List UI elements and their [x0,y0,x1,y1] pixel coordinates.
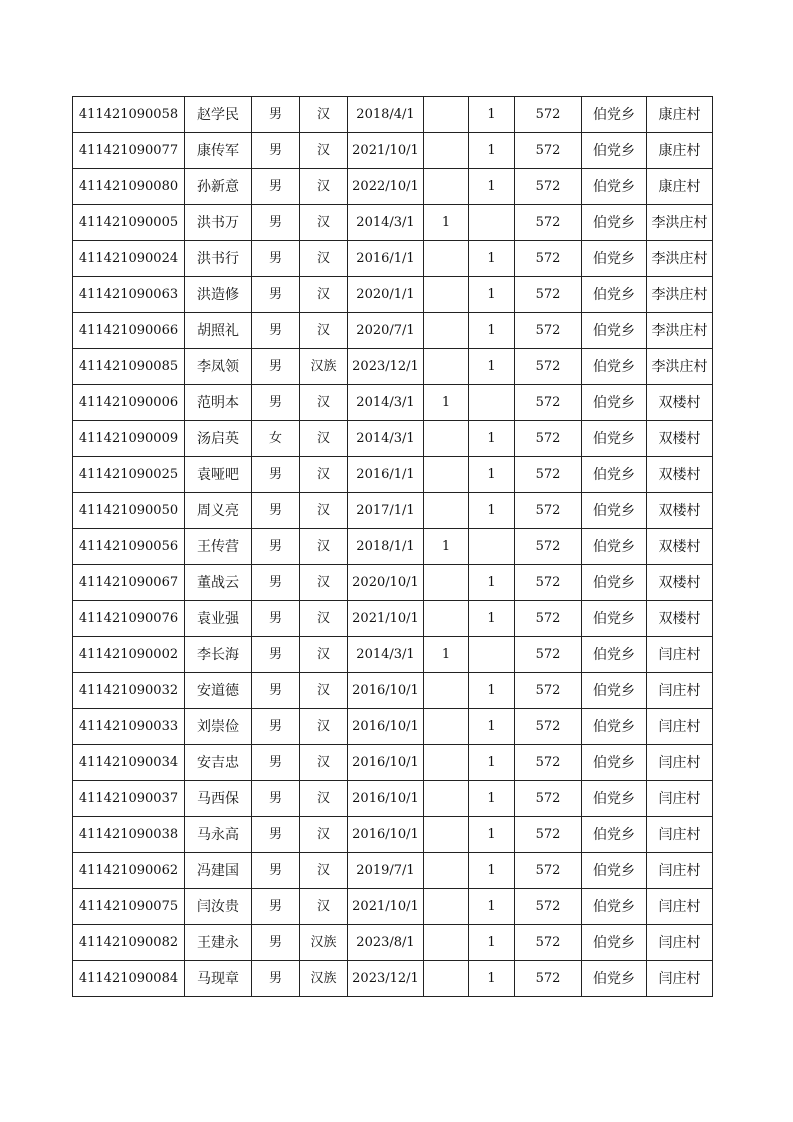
ethnicity-cell: 汉 [300,493,348,529]
ethnicity-cell: 汉 [300,673,348,709]
count-a-cell: 1 [424,385,469,421]
amount-cell: 572 [515,241,582,277]
ethnicity-cell: 汉 [300,97,348,133]
gender-cell: 男 [252,961,300,997]
town-cell: 伯党乡 [582,277,647,313]
id-cell: 411421090002 [73,637,185,673]
amount-cell: 572 [515,673,582,709]
name-cell: 马西保 [185,781,252,817]
amount-cell: 572 [515,745,582,781]
id-cell: 411421090085 [73,349,185,385]
gender-cell: 男 [252,241,300,277]
ethnicity-cell: 汉族 [300,349,348,385]
town-cell: 伯党乡 [582,457,647,493]
gender-cell: 男 [252,97,300,133]
id-cell: 411421090076 [73,601,185,637]
id-cell: 411421090009 [73,421,185,457]
gender-cell: 男 [252,925,300,961]
village-cell: 双楼村 [647,529,713,565]
id-cell: 411421090066 [73,313,185,349]
count-b-cell: 1 [469,97,515,133]
village-cell: 双楼村 [647,565,713,601]
village-cell: 双楼村 [647,385,713,421]
gender-cell: 男 [252,205,300,241]
date-cell: 2021/10/1 [348,133,424,169]
id-cell: 411421090075 [73,889,185,925]
id-cell: 411421090006 [73,385,185,421]
date-cell: 2016/1/1 [348,457,424,493]
ethnicity-cell: 汉 [300,565,348,601]
table-row [73,421,713,457]
date-cell: 2020/1/1 [348,277,424,313]
name-cell: 汤启英 [185,421,252,457]
name-cell: 孙新意 [185,169,252,205]
id-cell: 411421090056 [73,529,185,565]
date-cell: 2014/3/1 [348,637,424,673]
date-cell: 2016/10/1 [348,781,424,817]
count-a-cell [424,817,469,853]
gender-cell: 男 [252,385,300,421]
ethnicity-cell: 汉 [300,853,348,889]
name-cell: 安吉忠 [185,745,252,781]
count-a-cell: 1 [424,205,469,241]
count-b-cell: 1 [469,709,515,745]
table-row [73,709,713,745]
table-row [73,133,713,169]
count-b-cell: 1 [469,745,515,781]
count-b-cell [469,385,515,421]
name-cell: 王传营 [185,529,252,565]
gender-cell: 男 [252,529,300,565]
count-a-cell [424,313,469,349]
amount-cell: 572 [515,277,582,313]
id-cell: 411421090033 [73,709,185,745]
count-a-cell [424,493,469,529]
town-cell: 伯党乡 [582,133,647,169]
amount-cell: 572 [515,853,582,889]
id-cell: 411421090058 [73,97,185,133]
name-cell: 董战云 [185,565,252,601]
village-cell: 闫庄村 [647,781,713,817]
town-cell: 伯党乡 [582,781,647,817]
name-cell: 胡照礼 [185,313,252,349]
date-cell: 2014/3/1 [348,421,424,457]
count-a-cell [424,745,469,781]
id-cell: 411421090034 [73,745,185,781]
ethnicity-cell: 汉 [300,133,348,169]
id-cell: 411421090062 [73,853,185,889]
count-a-cell: 1 [424,529,469,565]
count-b-cell: 1 [469,565,515,601]
village-cell: 闫庄村 [647,637,713,673]
amount-cell: 572 [515,601,582,637]
ethnicity-cell: 汉 [300,169,348,205]
name-cell: 冯建国 [185,853,252,889]
count-a-cell [424,889,469,925]
ethnicity-cell: 汉 [300,889,348,925]
village-cell: 闫庄村 [647,925,713,961]
id-cell: 411421090050 [73,493,185,529]
amount-cell: 572 [515,313,582,349]
name-cell: 袁业强 [185,601,252,637]
ethnicity-cell: 汉 [300,781,348,817]
name-cell: 洪书行 [185,241,252,277]
town-cell: 伯党乡 [582,241,647,277]
gender-cell: 男 [252,817,300,853]
name-cell: 袁哑吧 [185,457,252,493]
amount-cell: 572 [515,205,582,241]
id-cell: 411421090032 [73,673,185,709]
table-row [73,817,713,853]
town-cell: 伯党乡 [582,349,647,385]
table-row [73,925,713,961]
count-a-cell [424,673,469,709]
count-b-cell: 1 [469,925,515,961]
id-cell: 411421090025 [73,457,185,493]
gender-cell: 女 [252,421,300,457]
gender-cell: 男 [252,709,300,745]
village-cell: 康庄村 [647,133,713,169]
gender-cell: 男 [252,853,300,889]
town-cell: 伯党乡 [582,709,647,745]
village-cell: 李洪庄村 [647,205,713,241]
roster-table [72,96,713,997]
table-row [73,241,713,277]
date-cell: 2018/1/1 [348,529,424,565]
village-cell: 闫庄村 [647,745,713,781]
name-cell: 马永高 [185,817,252,853]
date-cell: 2022/10/1 [348,169,424,205]
ethnicity-cell: 汉 [300,421,348,457]
village-cell: 双楼村 [647,493,713,529]
id-cell: 411421090080 [73,169,185,205]
village-cell: 双楼村 [647,421,713,457]
gender-cell: 男 [252,781,300,817]
date-cell: 2016/10/1 [348,817,424,853]
ethnicity-cell: 汉 [300,601,348,637]
amount-cell: 572 [515,709,582,745]
village-cell: 闫庄村 [647,889,713,925]
gender-cell: 男 [252,313,300,349]
count-a-cell [424,781,469,817]
count-a-cell [424,169,469,205]
town-cell: 伯党乡 [582,889,647,925]
ethnicity-cell: 汉族 [300,925,348,961]
table-row [73,493,713,529]
date-cell: 2023/12/1 [348,349,424,385]
village-cell: 康庄村 [647,169,713,205]
table-row [73,385,713,421]
town-cell: 伯党乡 [582,673,647,709]
town-cell: 伯党乡 [582,925,647,961]
count-a-cell [424,709,469,745]
village-cell: 李洪庄村 [647,349,713,385]
amount-cell: 572 [515,493,582,529]
village-cell: 闫庄村 [647,709,713,745]
gender-cell: 男 [252,457,300,493]
count-b-cell: 1 [469,169,515,205]
village-cell: 李洪庄村 [647,277,713,313]
town-cell: 伯党乡 [582,745,647,781]
name-cell: 康传军 [185,133,252,169]
ethnicity-cell: 汉 [300,529,348,565]
count-b-cell: 1 [469,493,515,529]
date-cell: 2021/10/1 [348,889,424,925]
name-cell: 王建永 [185,925,252,961]
name-cell: 马现章 [185,961,252,997]
gender-cell: 男 [252,601,300,637]
name-cell: 赵学民 [185,97,252,133]
gender-cell: 男 [252,889,300,925]
count-a-cell [424,421,469,457]
town-cell: 伯党乡 [582,961,647,997]
date-cell: 2023/12/1 [348,961,424,997]
village-cell: 闫庄村 [647,853,713,889]
name-cell: 范明本 [185,385,252,421]
id-cell: 411421090005 [73,205,185,241]
count-b-cell: 1 [469,817,515,853]
id-cell: 411421090077 [73,133,185,169]
amount-cell: 572 [515,889,582,925]
gender-cell: 男 [252,133,300,169]
table-row [73,205,713,241]
count-b-cell: 1 [469,241,515,277]
village-cell: 康庄村 [647,97,713,133]
town-cell: 伯党乡 [582,313,647,349]
count-b-cell: 1 [469,457,515,493]
town-cell: 伯党乡 [582,637,647,673]
count-b-cell: 1 [469,961,515,997]
gender-cell: 男 [252,277,300,313]
town-cell: 伯党乡 [582,169,647,205]
amount-cell: 572 [515,925,582,961]
name-cell: 闫汝贵 [185,889,252,925]
table-row [73,961,713,997]
count-b-cell: 1 [469,853,515,889]
count-a-cell [424,601,469,637]
village-cell: 双楼村 [647,601,713,637]
count-b-cell: 1 [469,781,515,817]
ethnicity-cell: 汉 [300,457,348,493]
table-row [73,565,713,601]
id-cell: 411421090024 [73,241,185,277]
table-row [73,889,713,925]
amount-cell: 572 [515,817,582,853]
count-b-cell: 1 [469,133,515,169]
town-cell: 伯党乡 [582,97,647,133]
table-row [73,673,713,709]
amount-cell: 572 [515,529,582,565]
amount-cell: 572 [515,97,582,133]
count-b-cell: 1 [469,277,515,313]
count-a-cell [424,349,469,385]
gender-cell: 男 [252,493,300,529]
gender-cell: 男 [252,673,300,709]
amount-cell: 572 [515,781,582,817]
roster-body [73,97,713,997]
village-cell: 闫庄村 [647,817,713,853]
date-cell: 2017/1/1 [348,493,424,529]
village-cell: 李洪庄村 [647,241,713,277]
name-cell: 刘崇俭 [185,709,252,745]
amount-cell: 572 [515,385,582,421]
date-cell: 2014/3/1 [348,385,424,421]
amount-cell: 572 [515,421,582,457]
count-b-cell [469,205,515,241]
id-cell: 411421090063 [73,277,185,313]
amount-cell: 572 [515,637,582,673]
table-row [73,277,713,313]
id-cell: 411421090067 [73,565,185,601]
count-b-cell [469,529,515,565]
table-row [73,745,713,781]
count-a-cell [424,457,469,493]
name-cell: 李凤领 [185,349,252,385]
gender-cell: 男 [252,565,300,601]
count-b-cell: 1 [469,421,515,457]
town-cell: 伯党乡 [582,853,647,889]
count-b-cell: 1 [469,313,515,349]
table-row [73,169,713,205]
table-row [73,781,713,817]
id-cell: 411421090082 [73,925,185,961]
date-cell: 2021/10/1 [348,601,424,637]
table-row [73,457,713,493]
ethnicity-cell: 汉 [300,205,348,241]
ethnicity-cell: 汉 [300,637,348,673]
amount-cell: 572 [515,169,582,205]
count-a-cell [424,961,469,997]
ethnicity-cell: 汉 [300,313,348,349]
table-row [73,97,713,133]
name-cell: 洪造修 [185,277,252,313]
table-row [73,349,713,385]
date-cell: 2016/10/1 [348,709,424,745]
count-a-cell [424,925,469,961]
ethnicity-cell: 汉 [300,709,348,745]
gender-cell: 男 [252,637,300,673]
table-row [73,529,713,565]
date-cell: 2023/8/1 [348,925,424,961]
id-cell: 411421090038 [73,817,185,853]
count-a-cell [424,853,469,889]
count-a-cell [424,277,469,313]
count-a-cell: 1 [424,637,469,673]
table-row [73,853,713,889]
town-cell: 伯党乡 [582,817,647,853]
table-row [73,637,713,673]
gender-cell: 男 [252,745,300,781]
ethnicity-cell: 汉族 [300,961,348,997]
amount-cell: 572 [515,457,582,493]
count-b-cell: 1 [469,673,515,709]
count-a-cell [424,565,469,601]
date-cell: 2016/1/1 [348,241,424,277]
town-cell: 伯党乡 [582,385,647,421]
ethnicity-cell: 汉 [300,385,348,421]
name-cell: 李长海 [185,637,252,673]
date-cell: 2020/7/1 [348,313,424,349]
amount-cell: 572 [515,349,582,385]
date-cell: 2018/4/1 [348,97,424,133]
date-cell: 2014/3/1 [348,205,424,241]
town-cell: 伯党乡 [582,565,647,601]
count-b-cell: 1 [469,889,515,925]
gender-cell: 男 [252,349,300,385]
amount-cell: 572 [515,133,582,169]
village-cell: 闫庄村 [647,961,713,997]
name-cell: 周义亮 [185,493,252,529]
gender-cell: 男 [252,169,300,205]
date-cell: 2020/10/1 [348,565,424,601]
ethnicity-cell: 汉 [300,277,348,313]
ethnicity-cell: 汉 [300,241,348,277]
town-cell: 伯党乡 [582,493,647,529]
name-cell: 洪书万 [185,205,252,241]
count-a-cell [424,97,469,133]
date-cell: 2019/7/1 [348,853,424,889]
date-cell: 2016/10/1 [348,745,424,781]
town-cell: 伯党乡 [582,529,647,565]
town-cell: 伯党乡 [582,421,647,457]
village-cell: 双楼村 [647,457,713,493]
table-row [73,601,713,637]
town-cell: 伯党乡 [582,601,647,637]
village-cell: 李洪庄村 [647,313,713,349]
count-b-cell: 1 [469,601,515,637]
count-b-cell [469,637,515,673]
count-b-cell: 1 [469,349,515,385]
amount-cell: 572 [515,565,582,601]
ethnicity-cell: 汉 [300,745,348,781]
table-row [73,313,713,349]
count-a-cell [424,241,469,277]
amount-cell: 572 [515,961,582,997]
count-a-cell [424,133,469,169]
date-cell: 2016/10/1 [348,673,424,709]
name-cell: 安道德 [185,673,252,709]
town-cell: 伯党乡 [582,205,647,241]
ethnicity-cell: 汉 [300,817,348,853]
village-cell: 闫庄村 [647,673,713,709]
id-cell: 411421090084 [73,961,185,997]
id-cell: 411421090037 [73,781,185,817]
